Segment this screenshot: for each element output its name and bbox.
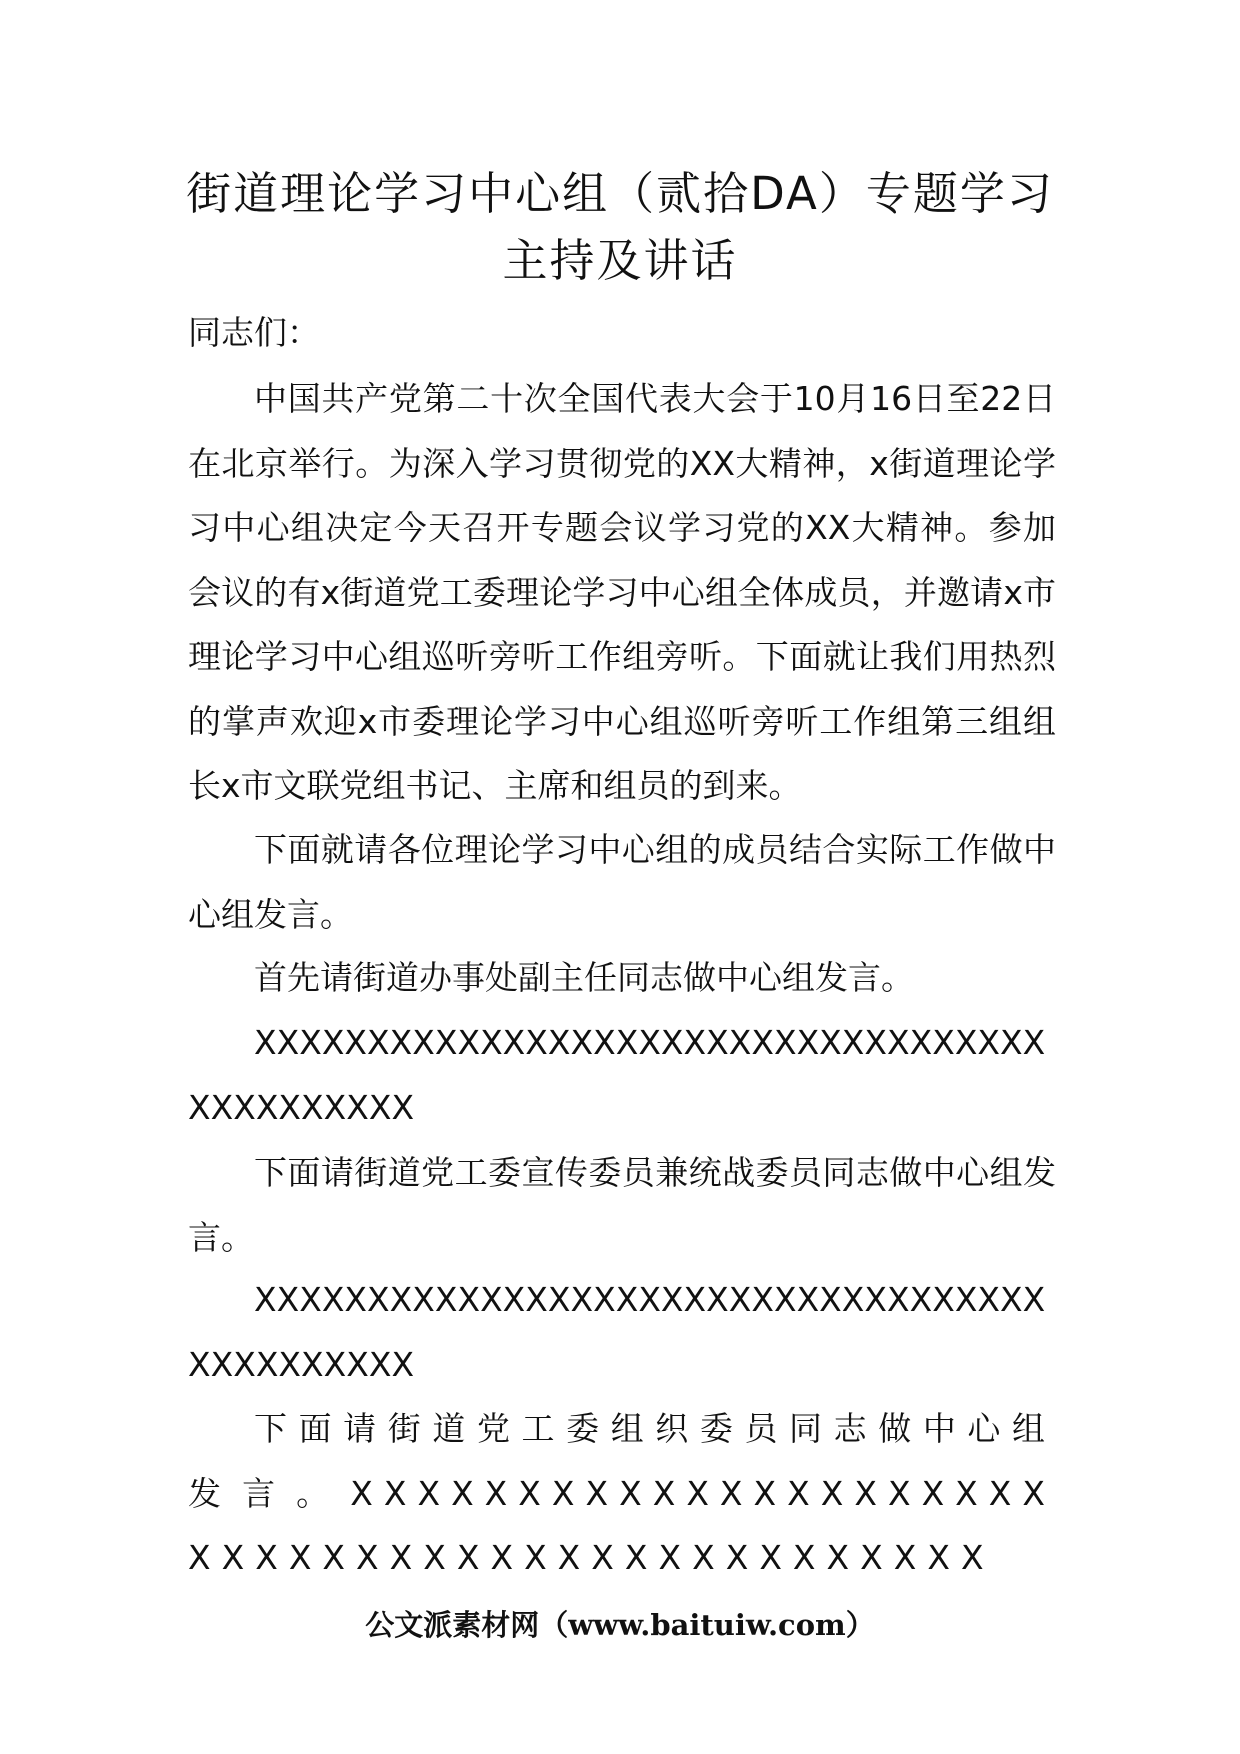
salutation: 同志们： — [188, 313, 320, 352]
paragraph-first-speaker: 首先请街道办事处副主任同志做中心组发言。 — [254, 958, 914, 997]
paragraph-third-speaker: 下面请街道党工委组织委员同志做中心组发言。XXXXXXXXXXXXXXXXXXXXXXXXXXXXXXXXXXXXXXXXXXXXX — [188, 1409, 1056, 1577]
document-title-line1: 街道理论学习中心组（贰拾DA）专题学习 — [186, 167, 1054, 220]
paragraph-invitation: 下面就请各位理论学习中心组的成员结合实际工作做中心组发言。 — [188, 830, 1056, 934]
document-title-line2: 主持及讲话 — [502, 234, 738, 287]
paragraph-second-speaker: 下面请街道党工委宣传委员兼统战委员同志做中心组发言。 — [188, 1153, 1056, 1257]
paragraph-placeholder-2: XXXXXXXXXXXXXXXXXXXXXXXXXXXXXXXXXXXXXXXXXXXXX — [188, 1280, 1046, 1384]
paragraph-opening: 中国共产党第二十次全国代表大会于10月16日至22日在北京举行。为深入学习贯彻党的XX大精神，x街道理论学习中心组决定今天召开专题会议学习党的XX大精神。参加会议的有x街道党工委理论学习中心组全体成员，并邀请x市理论学习中心组巡听旁听工作组旁听。下面就让我们用热烈的掌声欢迎x市委理论学习中心组巡听旁听工作组第三组组长x市文联党组书记、主席和组员的到来。 — [188, 379, 1056, 805]
paragraph-placeholder-1: XXXXXXXXXXXXXXXXXXXXXXXXXXXXXXXXXXXXXXXXXXXXX — [188, 1023, 1046, 1127]
footer-watermark: 公文派素材网（www.baituiw.com） — [365, 1608, 875, 1642]
